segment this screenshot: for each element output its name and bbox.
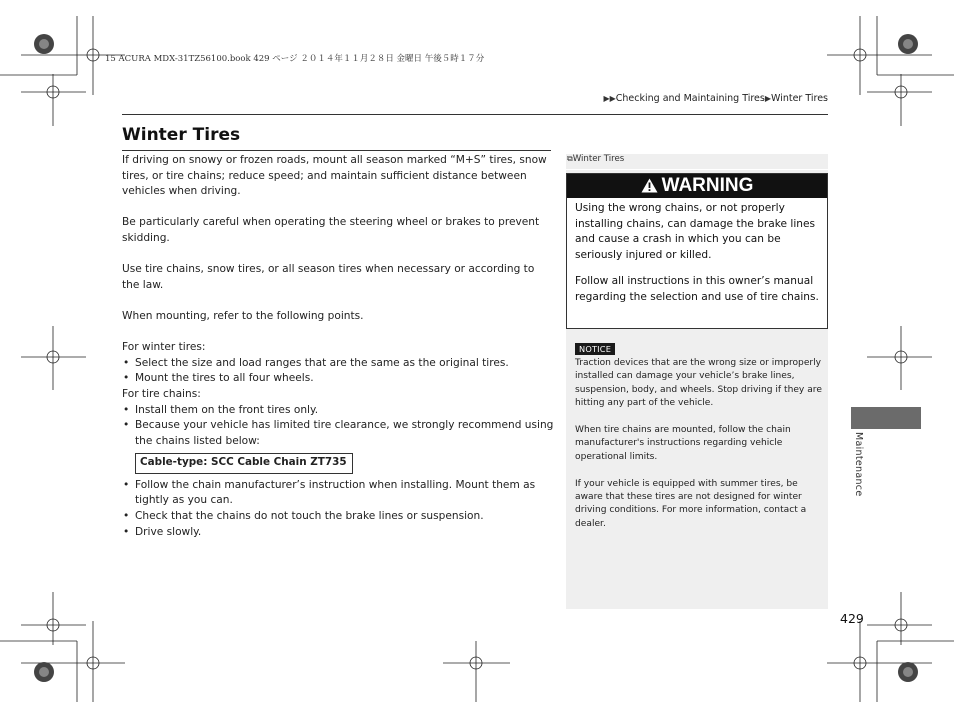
page-number: 429	[840, 611, 864, 626]
list-item: • Drive slowly.	[122, 525, 554, 541]
warning-text-1: Using the wrong chains, or not properly installing chains, can damage the brake lines and cause a crash in which you can be seriously injured or killed.	[575, 202, 816, 261]
intro-paragraph: If driving on snowy or frozen roads, mount all season marked “M+S” tires, snow tires, or tire chains; reduce speed; and maintain sufficient distance between vehicles when driving.	[122, 154, 547, 198]
section-tab[interactable]	[851, 407, 921, 429]
notice-text: Traction devices that are the wrong size or improperly installed can damage your vehicle’s brake lines, suspension, body, and wheels. Stop driving if they are hitting any part of the vehicle.	[575, 358, 822, 409]
tire-chains-list-continued	[122, 478, 554, 540]
book-file-header: 15 ACURA MDX-31TZ56100.book 429 ページ ２０１４年１１月２８日 金曜日 午後５時１７分	[105, 54, 485, 64]
tire-chains-list	[122, 403, 554, 450]
warning-label: WARNING	[661, 175, 754, 196]
recommended-chain-box: Cable-type: SCC Cable Chain ZT735	[135, 453, 353, 474]
main-content	[122, 153, 554, 540]
title-divider	[122, 150, 551, 151]
page-title: Winter Tires	[122, 125, 241, 145]
double-arrow-icon: ▶▶	[603, 94, 616, 103]
side-reference-title[interactable]: Winter Tires	[572, 154, 625, 164]
breadcrumb-item-checking-tires[interactable]: Checking and Maintaining Tires	[615, 93, 765, 104]
notice-badge: NOTICE	[575, 343, 615, 355]
warning-box	[566, 173, 828, 329]
arrow-icon: ▶	[764, 94, 772, 103]
chain-limits-note: When tire chains are mounted, follow the chain manufacturer's instructions regarding vehicle operational limits.	[575, 425, 791, 462]
list-item: • Select the size and load ranges that are the same as the original tires.	[122, 356, 554, 372]
skidding-paragraph: Be particularly careful when operating the steering wheel or brakes to prevent skidding.	[122, 216, 540, 244]
breadcrumb	[603, 93, 828, 104]
warning-body	[567, 198, 827, 306]
breadcrumb-item-winter-tires[interactable]: Winter Tires	[771, 93, 828, 104]
list-item: • Install them on the front tires only.	[122, 403, 554, 419]
list-item: • Because your vehicle has limited tire clearance, we strongly recommend using the chains listed below:	[122, 418, 554, 449]
side-reference-header	[566, 154, 829, 170]
list-item: • Mount the tires to all four wheels.	[122, 371, 554, 387]
summer-tires-note: If your vehicle is equipped with summer tires, be aware that these tires are not designed for winter driving conditions. For more information, contact a dealer.	[575, 478, 807, 529]
reference-arrow-icon: ⧉	[567, 154, 573, 163]
mounting-paragraph: When mounting, refer to the following points.	[122, 309, 364, 322]
winter-tires-heading: For winter tires:	[122, 341, 206, 354]
header-divider	[122, 114, 828, 115]
list-item: • Check that the chains do not touch the brake lines or suspension.	[122, 509, 554, 525]
law-paragraph: Use tire chains, snow tires, or all season tires when necessary or according to the law.	[122, 263, 535, 291]
side-notes	[575, 357, 823, 545]
warning-header	[567, 174, 827, 198]
warning-text-2: Follow all instructions in this owner’s manual regarding the selection and use of tire chains.	[575, 275, 819, 303]
section-tab-label: Maintenance	[853, 432, 864, 497]
tire-chains-heading: For tire chains:	[122, 387, 201, 400]
winter-tires-list	[122, 356, 554, 387]
warning-triangle-icon	[641, 178, 658, 193]
list-item: • Follow the chain manufacturer’s instruction when installing. Mount them as tightly as you can.	[122, 478, 554, 509]
